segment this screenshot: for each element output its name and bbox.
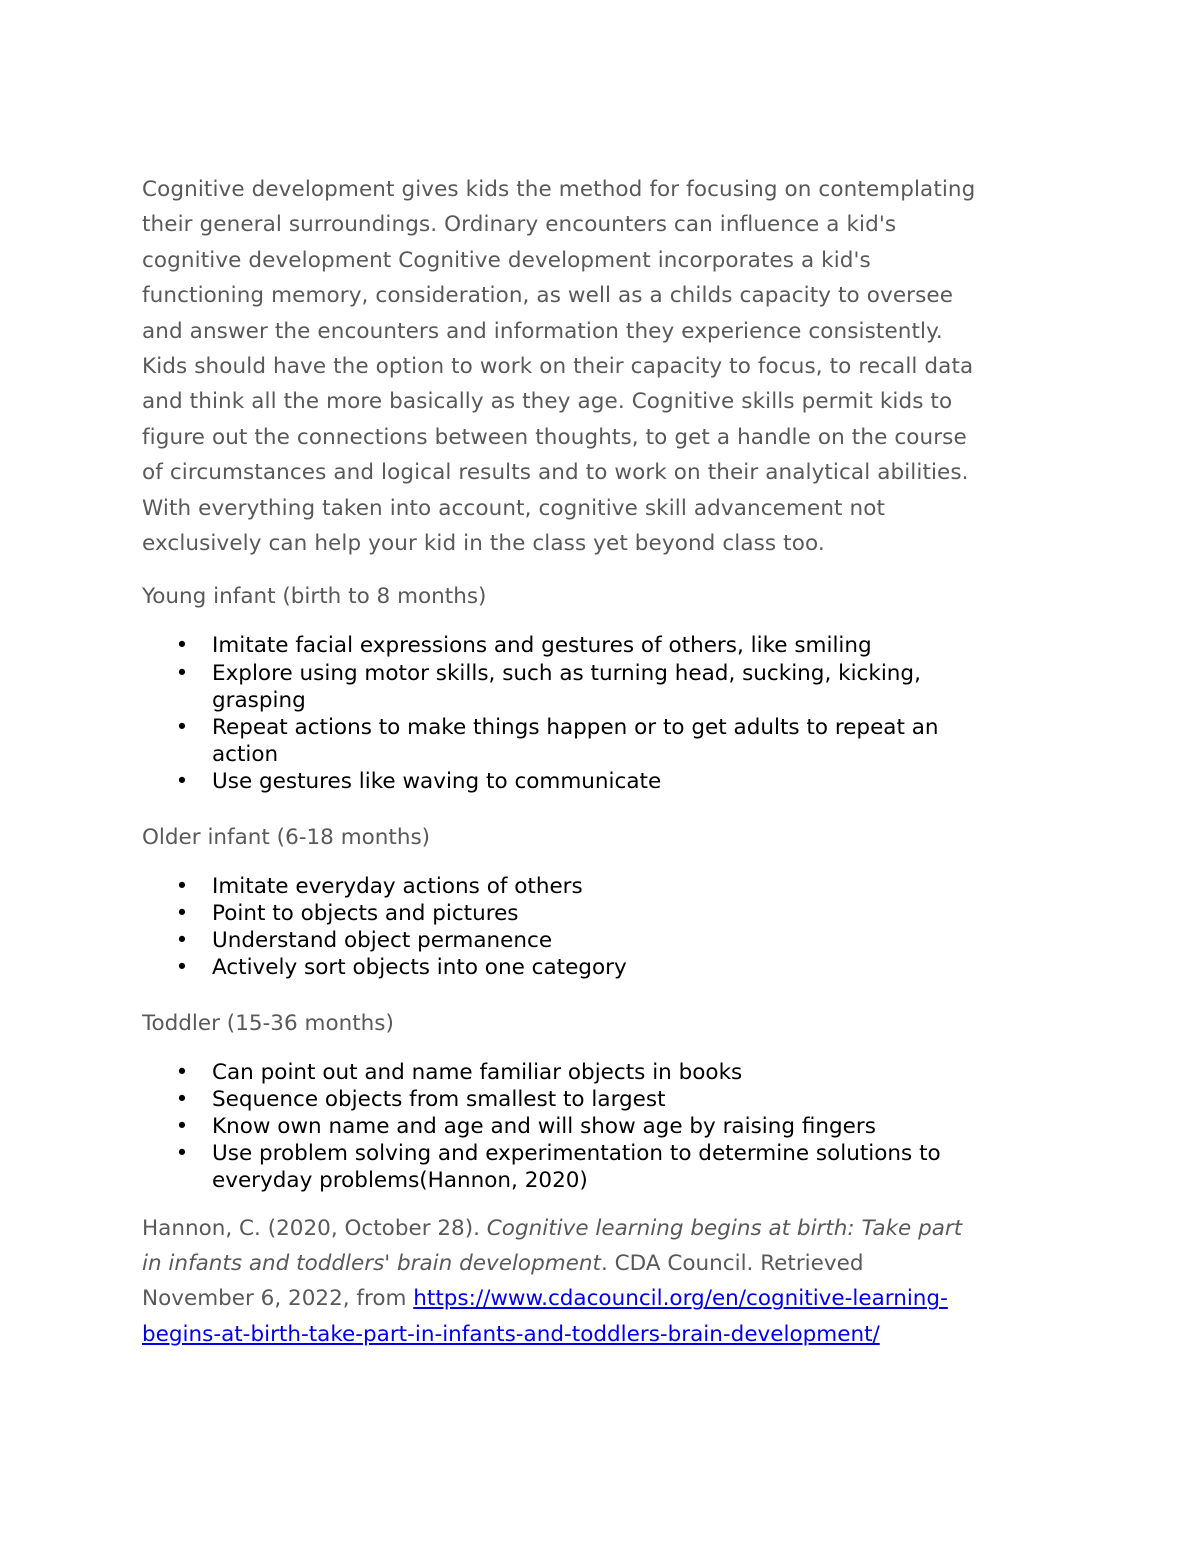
section-heading-toddler: Toddler (15-36 months) — [142, 1010, 394, 1036]
intro-line: figure out the connections between thoughts, to get a handle on the course — [142, 424, 967, 450]
intro-line: of circumstances and logical results and to work on their analytical abilities. — [142, 460, 969, 486]
list-item: • Imitate everyday actions of others — [142, 873, 1062, 900]
bullet-icon: • — [175, 928, 189, 954]
bullet-icon: • — [175, 900, 189, 926]
list-item: • Can point out and name familiar objects in books — [142, 1059, 1062, 1086]
bullet-icon: • — [175, 1141, 189, 1167]
bullet-icon: • — [175, 1086, 189, 1112]
toddler-list — [142, 1059, 1062, 1195]
section-heading-young-infant: Young infant (birth to 8 months) — [142, 584, 487, 610]
bullet-icon: • — [175, 769, 189, 795]
list-item: • Sequence objects from smallest to largest — [142, 1086, 1062, 1113]
intro-line: With everything taken into account, cognitive skill advancement not — [142, 495, 886, 521]
reference-publisher: . CDA Council. Retrieved — [600, 1250, 864, 1276]
intro-line: their general surroundings. Ordinary encounters can influence a kid's — [142, 212, 897, 238]
intro-paragraph — [142, 172, 1062, 561]
reference-retrieved: November 6, 2022, from — [142, 1286, 414, 1312]
intro-line: Cognitive development gives kids the method for focusing on contemplating — [142, 177, 976, 202]
bullet-icon: • — [175, 715, 189, 741]
intro-line: Kids should have the option to work on their capacity to focus, to recall data — [142, 354, 974, 380]
list-item: • Use problem solving and experimentation to determine solutions to everyday problems(Hannon, 2020) — [142, 1140, 1062, 1194]
intro-line: cognitive development Cognitive development incorporates a kid's — [142, 247, 871, 273]
list-item: • Explore using motor skills, such as turning head, sucking, kicking, grasping — [142, 660, 1062, 714]
list-item: • Understand object permanence — [142, 927, 1062, 954]
intro-line: exclusively can help your kid in the class yet beyond class too. — [142, 531, 825, 557]
list-item: • Point to objects and pictures — [142, 900, 1062, 927]
intro-line: and think all the more basically as they age. Cognitive skills permit kids to — [142, 389, 953, 415]
document-page — [142, 172, 1062, 1352]
reference-link[interactable]: https://www.cdacouncil.org/en/cognitive-learning- begins-at-birth-take-part-in-infants-and-toddlers-brain-development/ — [142, 1286, 948, 1347]
reference-title: Cognitive learning begins at birth: Take part — [486, 1215, 963, 1241]
bullet-icon: • — [175, 1059, 189, 1085]
reference-citation — [142, 1211, 1062, 1353]
list-item: • Know own name and age and will show age by raising fingers — [142, 1113, 1062, 1140]
list-item: • Repeat actions to make things happen or to get adults to repeat an action — [142, 714, 1062, 768]
young-infant-list — [142, 632, 1062, 795]
section-heading-older-infant: Older infant (6-18 months) — [142, 824, 431, 850]
bullet-icon: • — [175, 633, 189, 659]
bullet-icon: • — [175, 955, 189, 981]
older-infant-list — [142, 873, 1062, 982]
bullet-icon: • — [175, 873, 189, 899]
bullet-icon: • — [175, 1113, 189, 1139]
list-item: • Use gestures like waving to communicate — [142, 768, 1062, 795]
bullet-icon: • — [175, 660, 189, 686]
reference-title-cont: in infants and toddlers' brain development — [142, 1250, 601, 1276]
intro-line: and answer the encounters and information they experience consistently. — [142, 318, 943, 344]
intro-line: functioning memory, consideration, as well as a childs capacity to oversee — [142, 283, 954, 309]
list-item: • Actively sort objects into one category — [142, 954, 1062, 981]
reference-author-date: Hannon, C. (2020, October 28). — [142, 1215, 487, 1241]
list-item: • Imitate facial expressions and gestures of others, like smiling — [142, 632, 1062, 659]
